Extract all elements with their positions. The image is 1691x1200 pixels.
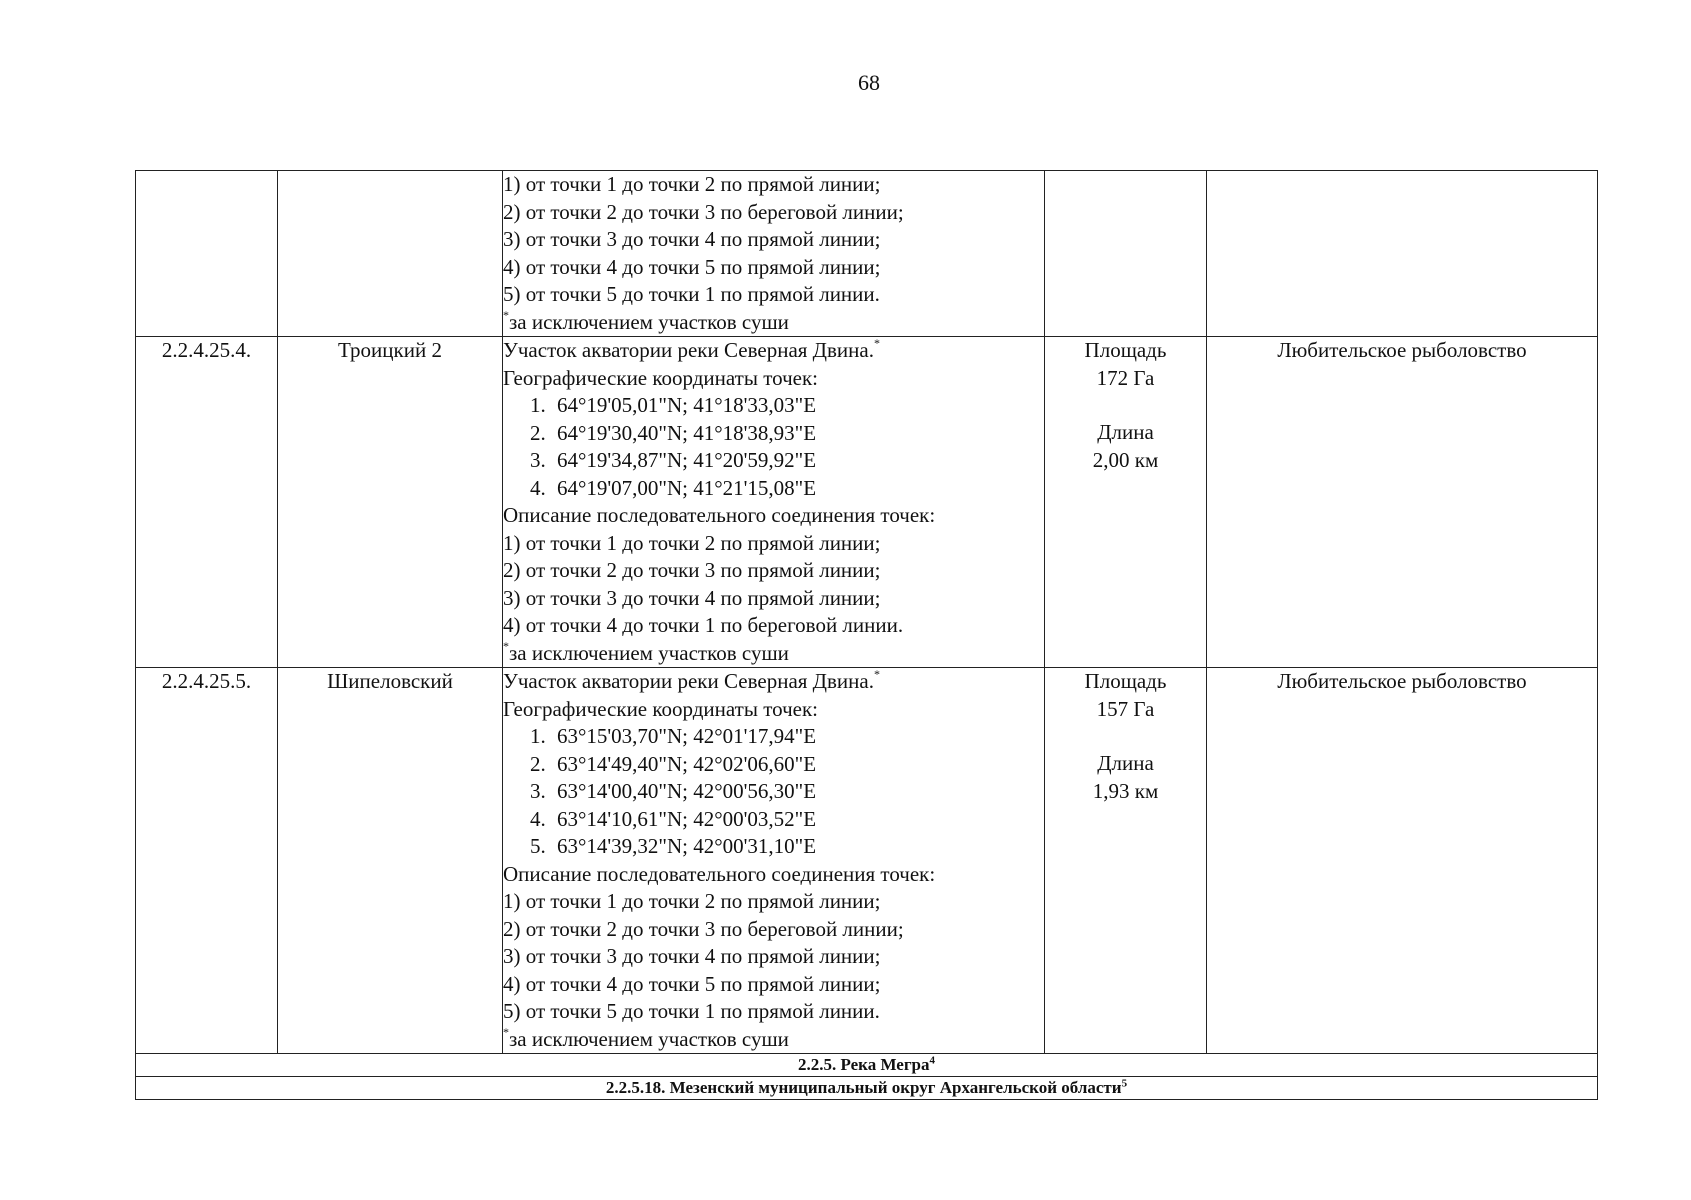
footnote-mark: * [503, 1024, 509, 1039]
size-cell [1045, 171, 1207, 337]
row-number-cell [136, 171, 278, 337]
area-value: 172 Га [1096, 365, 1155, 390]
coordinate-item: 3. 63°14'00,40"N; 42°00'56,30"E [551, 778, 1044, 806]
table-row-continuation [136, 171, 1598, 337]
length-label: Длина [1097, 751, 1154, 775]
section-heading: 2.2.5.18. Мезенский муниципальный округ Архангельской области$^5$ [136, 1077, 1598, 1100]
connection-line: 3) от точки 3 до точки 4 по прямой линии; [503, 227, 881, 251]
description-cell [503, 337, 1045, 668]
coordinate-item: 2. 64°19'30,40"N; 41°18'38,93"E [551, 420, 1044, 448]
connection-line: 1) от точки 1 до точки 2 по прямой линии; [503, 530, 881, 555]
connection-title: Описание последовательного соединения точек: [503, 861, 936, 886]
size-cell [1045, 337, 1207, 668]
area-name: Троицкий 2 [278, 337, 503, 668]
length-label: Длина [1097, 420, 1154, 444]
coordinate-item: 1. 64°19'05,01"N; 41°18'33,03"E [551, 392, 1044, 420]
usage-cell [1207, 337, 1598, 668]
length-value: 2,00 км [1092, 447, 1159, 472]
coords-title: Географические координаты точек: [503, 365, 818, 390]
table-row [136, 337, 1598, 668]
connection-line: 1) от точки 1 до точки 2 по прямой линии; [503, 889, 881, 913]
footnote-mark: * [503, 307, 509, 322]
coordinates-list [503, 723, 1044, 861]
fishing-areas-table [135, 170, 1598, 1100]
usage-cell [1207, 668, 1598, 1054]
footnote-line [503, 1026, 1044, 1054]
area-heading: Участок акватории реки Северная Двина.* [503, 667, 880, 693]
coordinate-item: 4. 63°14'10,61"N; 42°00'03,52"E [551, 806, 1044, 834]
row-number: 2.2.4.25.5. [136, 668, 278, 1054]
footnote-ref: 4 [929, 1054, 936, 1067]
connection-line: 5) от точки 5 до точки 1 по прямой линии. [503, 282, 880, 306]
area-name-cell [278, 171, 503, 337]
footnote-text: за исключением участков суши [509, 1026, 789, 1051]
area-heading: Участок акватории реки Северная Двина.* [503, 336, 880, 362]
connection-title: Описание последовательного соединения точек: [503, 503, 936, 527]
connection-line: 3) от точки 3 до точки 4 по прямой линии; [503, 585, 881, 610]
section-row-district [136, 1077, 1598, 1100]
coordinate-item: 3. 64°19'34,87"N; 41°20'59,92"E [551, 447, 1044, 475]
section-row-river [136, 1054, 1598, 1077]
coordinate-item: 5. 63°14'39,32"N; 42°00'31,10"E [551, 833, 1044, 861]
connection-line: 3) от точки 3 до точки 4 по прямой линии; [503, 944, 881, 968]
connection-line: 5) от точки 5 до точки 1 по прямой линии. [503, 999, 880, 1023]
page-number: 68 [858, 70, 880, 95]
area-value: 157 Га [1096, 696, 1155, 721]
area-label: Площадь [1084, 669, 1167, 693]
usage-text: Любительское рыболовство [1277, 669, 1527, 693]
connection-line: 1) от точки 1 до точки 2 по прямой линии; [503, 172, 881, 196]
usage-cell [1207, 171, 1598, 337]
area-name: Шипеловский [278, 668, 503, 1054]
connection-line: 4) от точки 4 до точки 5 по прямой линии; [503, 254, 881, 279]
heading-footnote-mark: * [873, 667, 880, 681]
coordinate-item: 4. 64°19'07,00"N; 41°21'15,08"E [551, 475, 1044, 503]
size-cell [1045, 668, 1207, 1054]
table-row [136, 668, 1598, 1054]
footnote-ref: 5 [1121, 1077, 1128, 1090]
description-cell [503, 171, 1045, 337]
connection-line: 4) от точки 4 до точки 1 по береговой линии. [503, 613, 904, 637]
connection-line: 2) от точки 2 до точки 3 по береговой линии; [503, 916, 904, 941]
usage-text: Любительское рыболовство [1277, 338, 1527, 362]
footnote-line [503, 640, 1044, 668]
coordinate-item: 2. 63°14'49,40"N; 42°02'06,60"E [551, 751, 1044, 779]
area-label: Площадь [1084, 338, 1167, 362]
connection-line: 2) от точки 2 до точки 3 по береговой линии; [503, 199, 904, 224]
connection-line: 2) от точки 2 до точки 3 по прямой линии; [503, 558, 881, 582]
footnote-mark: * [503, 638, 509, 653]
length-value: 1,93 км [1092, 778, 1159, 803]
footnote-text: за исключением участков суши [509, 309, 789, 334]
section-heading: 2.2.5. Река Мегра$^4$ [136, 1054, 1598, 1077]
coordinates-list [503, 392, 1044, 502]
footnote-text: за исключением участков суши [509, 640, 789, 665]
row-number: 2.2.4.25.4. [136, 337, 278, 668]
coords-title: Географические координаты точек: [503, 696, 818, 721]
heading-footnote-mark: * [873, 336, 880, 350]
footnote-line [503, 309, 1044, 337]
description-cell [503, 668, 1045, 1054]
connection-line: 4) от точки 4 до точки 5 по прямой линии; [503, 971, 881, 996]
coordinate-item: 1. 63°15'03,70"N; 42°01'17,94"E [551, 723, 1044, 751]
